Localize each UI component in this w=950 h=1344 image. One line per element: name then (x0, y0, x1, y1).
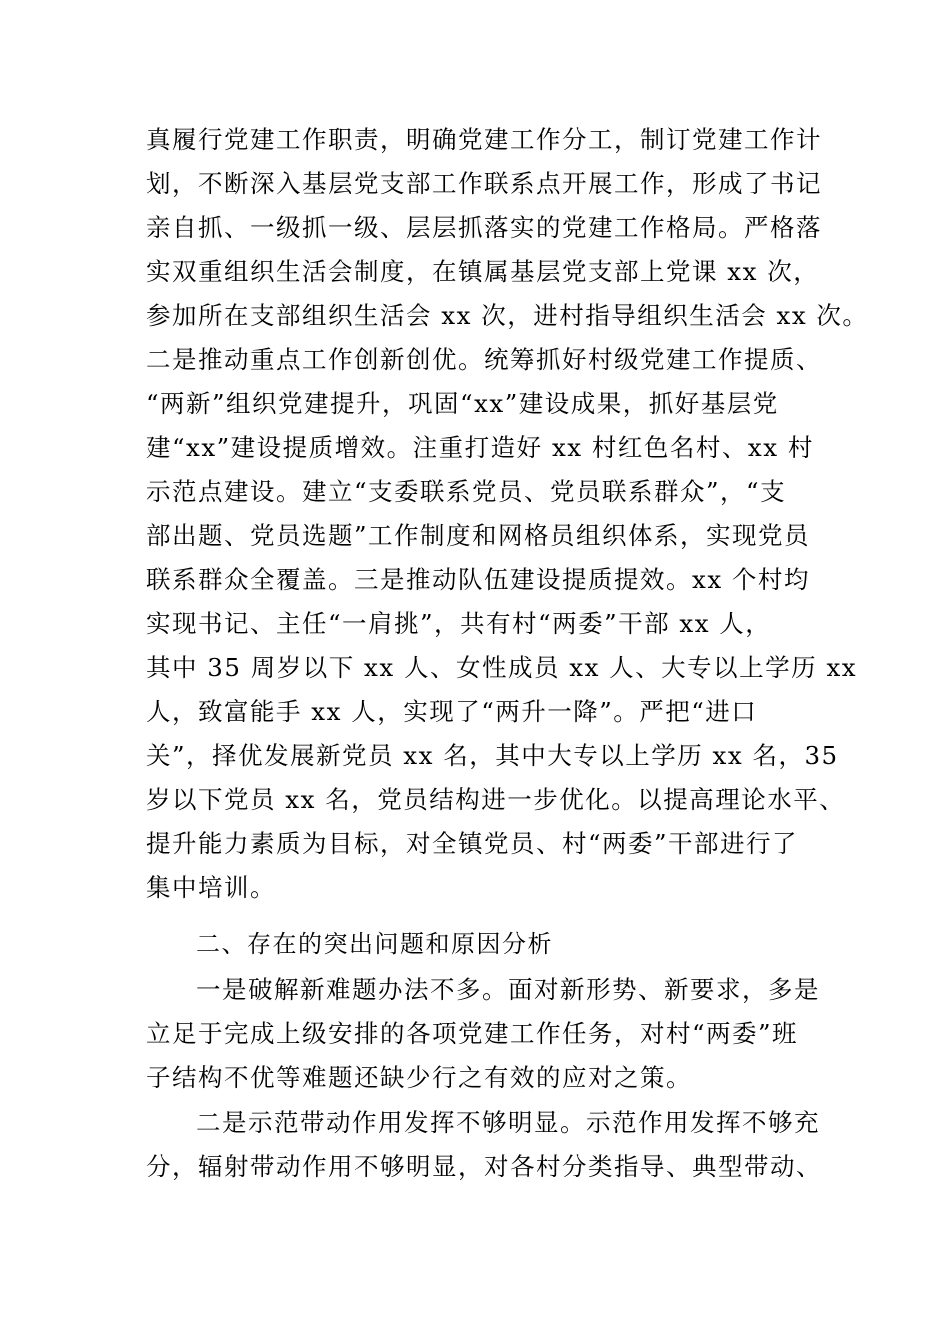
paragraph-text: 示范作用发挥不够充 (586, 1108, 820, 1137)
paragraph-problem-one (146, 968, 826, 1100)
text-line: 集中培训。 (146, 873, 276, 902)
text-line: 提升能力素质为目标，对全镇党员、村“两委”干部进行了 (146, 829, 799, 858)
text-line (146, 1101, 826, 1145)
text-line: 立足于完成上级安排的各项党建工作任务，对村“两委”班 (146, 1019, 799, 1048)
text-line: 参加所在支部组织生活会 xx 次，进村指导组织生活会 xx 次。 (146, 301, 869, 330)
text-line: 分，辐射带动作用不够明显，对各村分类指导、典型带动、 (146, 1152, 822, 1181)
text-line: 其中 35 周岁以下 xx 人、女性成员 xx 人、大专以上学历 xx (146, 653, 858, 682)
text-line: 联系群众全覆盖。三是推动队伍建设提质提效。xx 个村均 (146, 565, 810, 594)
text-line: 部出题、党员选题”工作制度和网格员组织体系，实现党员 (146, 521, 811, 550)
section-heading-text: 二、存在的突出问题和原因分析 (196, 930, 553, 958)
paragraph-party-building-work (146, 118, 869, 910)
text-line: 划，不断深入基层党支部工作联系点开展工作，形成了书记 (146, 169, 822, 198)
text-line: 二是推动重点工作创新创优。统筹抓好村级党建工作提质、 (146, 345, 822, 374)
paragraph-text: 面对新形势、新要求，多是 (508, 975, 820, 1004)
paragraph-problem-two (146, 1101, 826, 1189)
text-line: 子结构不优等难题还缺少行之有效的应对之策。 (146, 1063, 692, 1092)
text-line: 真履行党建工作职责，明确党建工作分工，制订党建工作计 (146, 125, 822, 154)
text-line: 人，致富能手 xx 人，实现了“两升一降”。严把“进口 (146, 697, 758, 726)
text-line: 建“xx”建设提质增效。注重打造好 xx 村红色名村、xx 村 (146, 433, 814, 462)
section-heading (196, 922, 876, 966)
paragraph-lead: 二是示范带动作用发挥不够明显。 (196, 1108, 586, 1137)
text-line (146, 968, 826, 1012)
text-line: 实双重组织生活会制度，在镇属基层党支部上党课 xx 次， (146, 257, 820, 286)
text-line: 示范点建设。建立“支委联系党员、党员联系群众”，“支 (146, 477, 787, 506)
text-line: 关”，择优发展新党员 xx 名，其中大专以上学历 xx 名，35 (146, 741, 839, 770)
text-line: 亲自抓、一级抓一级、层层抓落实的党建工作格局。严格落 (146, 213, 822, 242)
text-line: 岁以下党员 xx 名，党员结构进一步优化。以提高理论水平、 (146, 785, 846, 814)
text-line: 实现书记、主任“一肩挑”，共有村“两委”干部 xx 人， (146, 609, 772, 638)
text-line: “两新”组织党建提升，巩固“xx”建设成果，抓好基层党 (146, 389, 779, 418)
paragraph-lead: 一是破解新难题办法不多。 (196, 975, 508, 1004)
